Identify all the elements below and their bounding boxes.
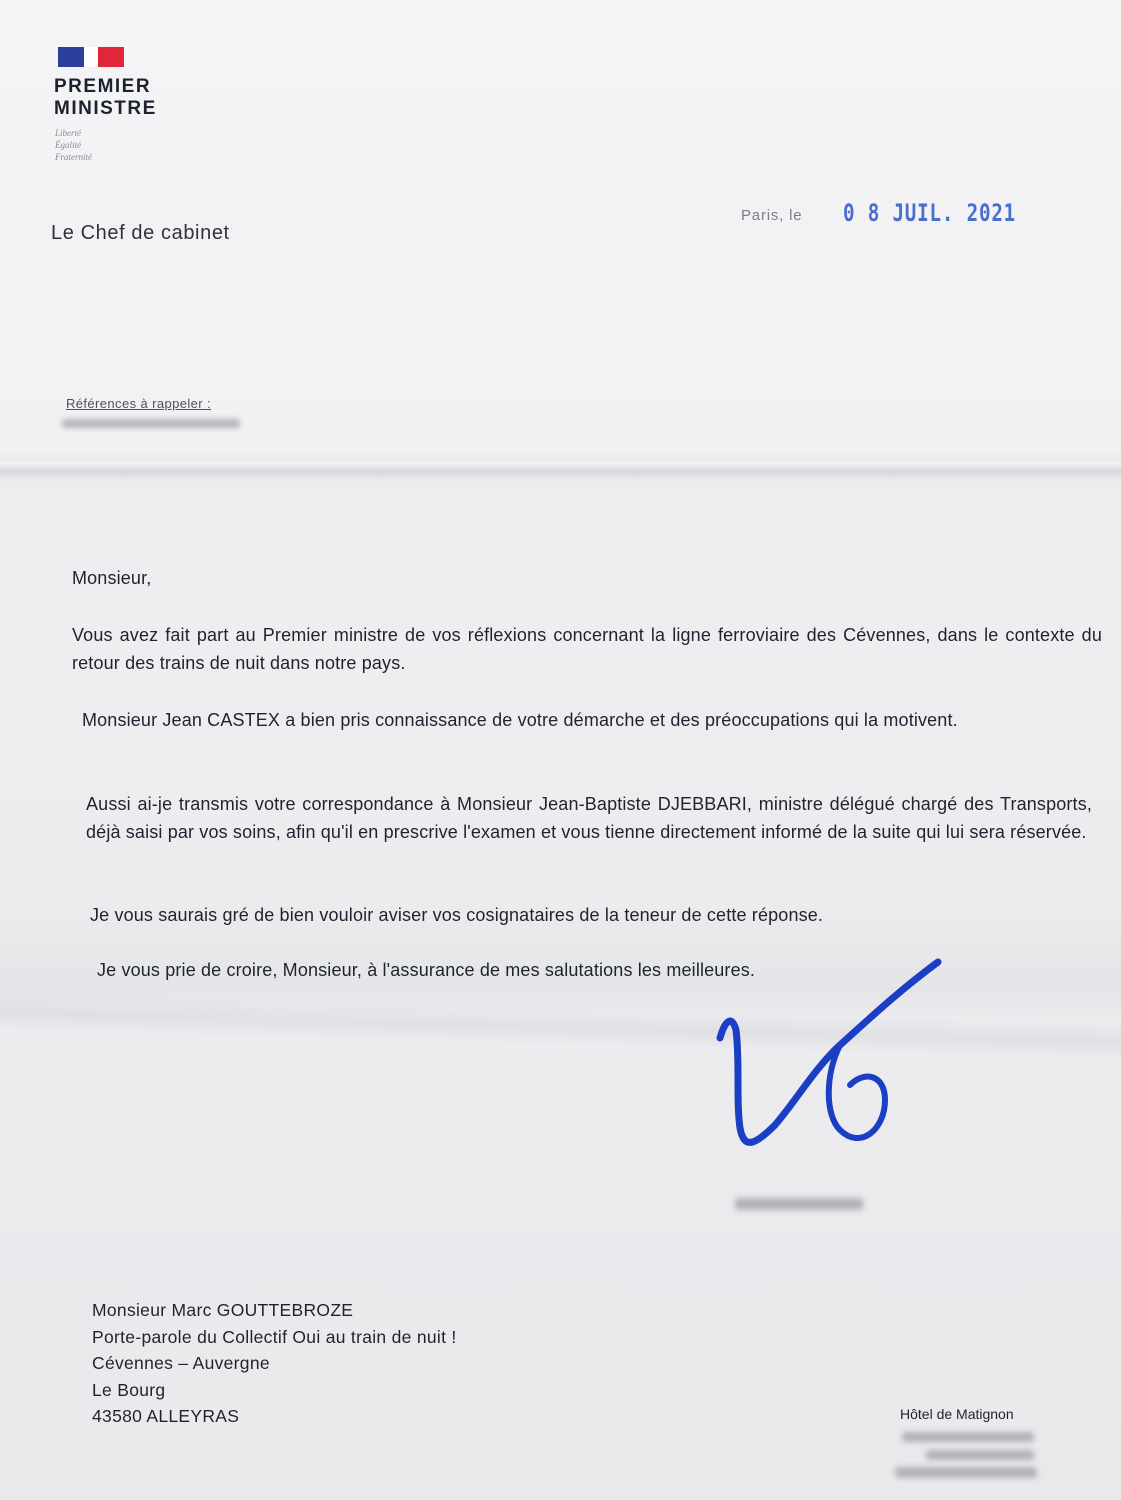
salutation: Monsieur,: [72, 568, 152, 588]
letter-paragraph: Vous avez fait part au Premier ministre de vos réflexions concernant la ligne ferroviaire des Cévennes, dans le contexte du retour des trains de nuit dans notre pays.: [72, 625, 1102, 673]
motto-line: Égalité: [55, 140, 81, 150]
brand-line-2: MINISTRE: [54, 98, 157, 119]
sender-title: Le Chef de cabinet: [51, 222, 230, 244]
date-stamp: 0 8 JUIL. 2021: [843, 199, 1017, 227]
matignon-address-title: Hôtel de Matignon: [900, 1406, 1014, 1422]
redacted-street: [902, 1432, 1034, 1442]
recipient-line: Cévennes – Auvergne: [92, 1353, 270, 1373]
place-label: Paris, le: [741, 207, 803, 224]
paper-fold-top: [0, 462, 1121, 480]
redacted-reference: [62, 419, 240, 428]
letter-paragraph: Aussi ai-je transmis votre correspondance à Monsieur Jean-Baptiste DJEBBARI, ministre délégué chargé des Transports, déjà saisi par vos soins, afin qu'il en prescrive l'examen et vous tienne directement informé de la suite qui lui sera réservée.: [86, 794, 1092, 842]
redacted-phone: [895, 1467, 1037, 1478]
recipient-line: Porte-parole du Collectif Oui au train de nuit !: [92, 1326, 457, 1347]
recipient-address: [92, 1297, 457, 1430]
recipient-line: 43580 ALLEYRAS: [92, 1406, 240, 1426]
motto-line: Fraternité: [55, 152, 92, 162]
republic-motto: [55, 127, 92, 163]
redacted-postcode: [926, 1450, 1034, 1460]
marianne-flag-logo: [58, 47, 124, 67]
handwritten-signature: [700, 950, 960, 1180]
closing-formula: Je vous prie de croire, Monsieur, à l'assurance de mes salutations les meilleures.: [97, 960, 756, 980]
references-label: Références à rappeler :: [66, 396, 212, 411]
brand-line-1: PREMIER: [54, 76, 152, 97]
recipient-line: Monsieur Marc GOUTTEBROZE: [92, 1300, 354, 1320]
letter-paragraph: Je vous saurais gré de bien vouloir aviser vos cosignataires de la teneur de cette réponse.: [90, 905, 824, 925]
redacted-signatory-name: [735, 1198, 863, 1210]
brand-name: [54, 76, 157, 120]
recipient-line: Le Bourg: [92, 1379, 166, 1400]
letter-paragraph: Monsieur Jean CASTEX a bien pris connaissance de votre démarche et des préoccupations qui la motivent.: [82, 710, 958, 730]
motto-line: Liberté: [55, 128, 81, 138]
